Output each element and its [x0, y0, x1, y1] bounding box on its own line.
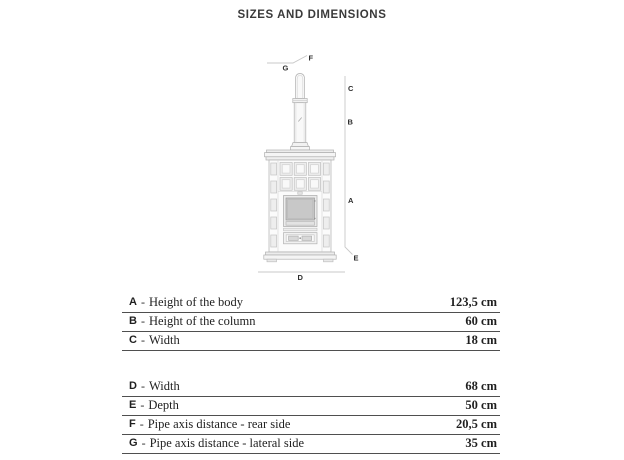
table-row — [122, 435, 500, 454]
chimney-pipe — [293, 74, 307, 103]
row-letter: F — [129, 418, 136, 430]
row-value: 18 cm — [465, 332, 497, 347]
row-separator: - — [140, 313, 145, 328]
row-separator: - — [139, 416, 144, 431]
table-row — [122, 378, 500, 397]
stove-dimension-diagram — [250, 50, 370, 290]
row-value: 60 cm — [465, 313, 497, 328]
dim-label-c: C — [348, 84, 354, 93]
row-letter: A — [129, 296, 137, 308]
stove-body — [264, 160, 336, 262]
dim-label-f: F — [308, 53, 314, 63]
row-value: 50 cm — [465, 397, 497, 412]
row-description: Pipe axis distance - rear side — [147, 416, 291, 431]
row-letter: E — [129, 399, 137, 411]
dim-label-e: E — [353, 253, 359, 263]
dim-label-b: B — [347, 117, 353, 127]
table-row — [122, 416, 500, 435]
row-separator: - — [140, 294, 145, 309]
row-description: Width — [148, 332, 180, 347]
row-separator: - — [140, 332, 145, 347]
row-description: Height of the body — [148, 294, 244, 309]
row-value: 123,5 cm — [449, 294, 497, 309]
stove-cornice — [265, 150, 336, 160]
row-description: Height of the column — [148, 313, 256, 328]
row-separator: - — [140, 378, 145, 393]
fire-door — [284, 196, 318, 231]
height-dim-line — [345, 76, 353, 255]
stove-plinth — [264, 252, 336, 262]
dimensions-table-base — [122, 378, 500, 454]
row-description: Pipe axis distance - lateral side — [149, 435, 305, 450]
dim-label-g: G — [282, 63, 289, 73]
upper-tiles — [278, 163, 322, 195]
row-description: Depth — [148, 397, 179, 412]
dim-label-d: D — [297, 273, 303, 282]
row-letter: C — [129, 334, 137, 346]
door-glass — [286, 198, 315, 220]
row-separator: - — [140, 397, 145, 412]
ash-drawer — [284, 233, 318, 244]
stove-drawing — [264, 74, 336, 262]
dim-label-a: A — [348, 196, 354, 205]
row-value: 68 cm — [465, 378, 497, 393]
row-value: 20,5 cm — [456, 416, 497, 431]
table-row — [122, 294, 500, 313]
page-title: SIZES AND DIMENSIONS — [237, 9, 387, 21]
table-row — [122, 332, 500, 351]
table-row — [122, 313, 500, 332]
stove-column — [291, 103, 310, 150]
table-row — [122, 397, 500, 416]
row-description: Width — [148, 378, 180, 393]
row-separator: - — [141, 435, 146, 450]
row-letter: D — [129, 380, 137, 392]
dimensions-table-body — [122, 294, 500, 351]
row-letter: B — [129, 315, 137, 327]
row-letter: G — [129, 437, 138, 449]
pipe-axis-dim-line — [267, 56, 307, 64]
row-value: 35 cm — [465, 435, 497, 450]
